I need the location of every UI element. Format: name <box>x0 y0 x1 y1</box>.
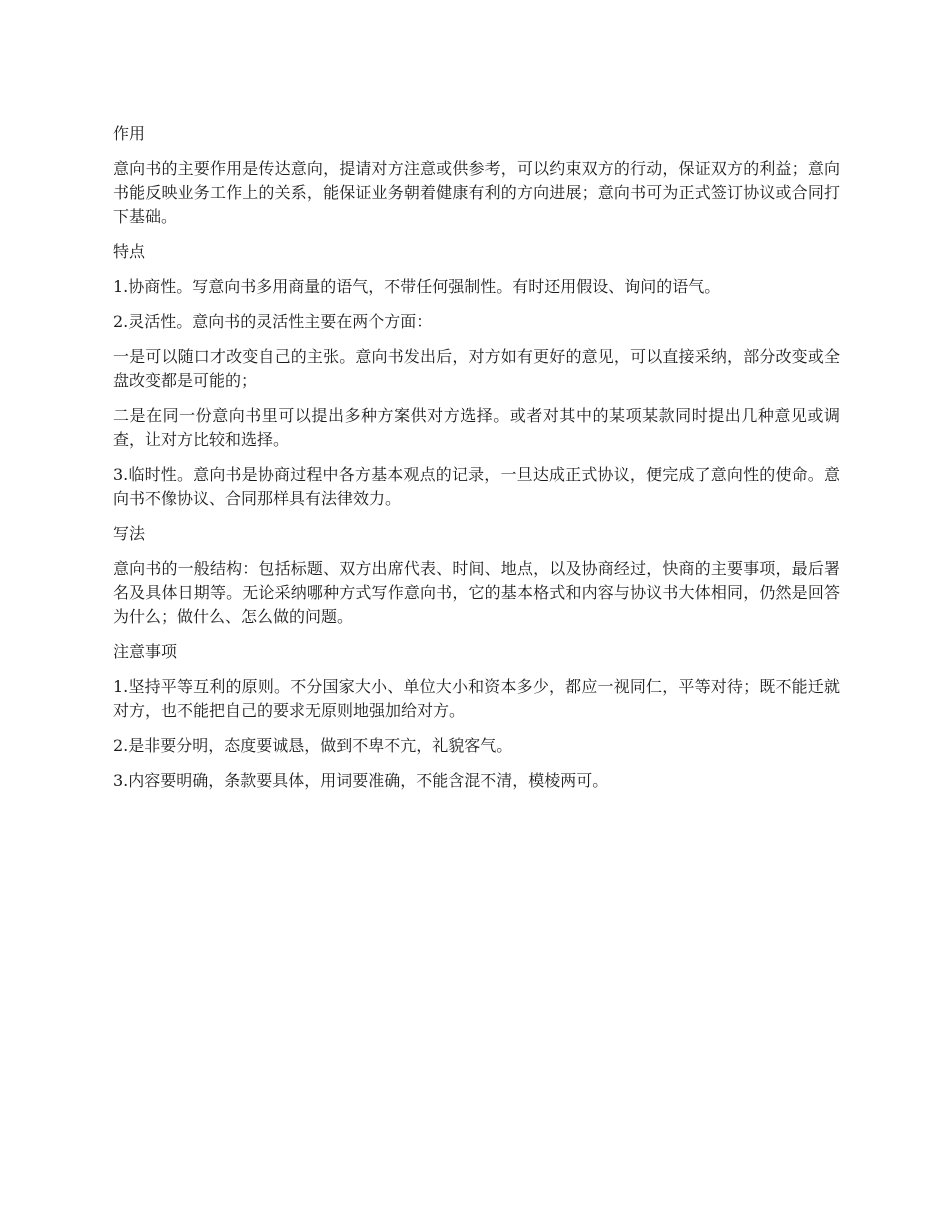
document-page <box>113 122 840 804</box>
paragraph: 3.临时性。意向书是协商过程中各方基本观点的记录，一旦达成正式协议，便完成了意向性的使命。意向书不像协议、合同那样具有法律效力。 <box>113 465 840 508</box>
section-heading-writing: 写法 <box>113 524 146 543</box>
section-heading-notes: 注意事项 <box>113 642 178 661</box>
paragraph: 2.是非要分明，态度要诚恳，做到不卑不亢，礼貌客气。 <box>113 736 513 755</box>
paragraph: 二是在同一份意向书里可以提出多种方案供对方选择。或者对其中的某项某款同时提出几种意见或调查，让对方比较和选择。 <box>113 406 840 449</box>
paragraph: 意向书的一般结构：包括标题、双方出席代表、时间、地点，以及协商经过，快商的主要事项，最后署名及具体日期等。无论采纳哪种方式写作意向书，它的基本格式和内容与协议书大体相同，仍然是回答为什么；做什么、怎么做的问题。 <box>113 559 840 626</box>
section-heading-features: 特点 <box>113 242 146 261</box>
paragraph: 一是可以随口才改变自己的主张。意向书发出后，对方如有更好的意见，可以直接采纳，部分改变或全盘改变都是可能的； <box>113 347 840 390</box>
paragraph: 1.坚持平等互利的原则。不分国家大小、单位大小和资本多少，都应一视同仁，平等对待；既不能迁就对方，也不能把自己的要求无原则地强加给对方。 <box>113 677 840 720</box>
paragraph: 意向书的主要作用是传达意向，提请对方注意或供参考，可以约束双方的行动，保证双方的利益；意向书能反映业务工作上的关系，能保证业务朝着健康有利的方向进展；意向书可为正式签订协议或合同打下基础。 <box>113 159 840 226</box>
section-heading-function: 作用 <box>113 124 146 143</box>
paragraph: 2.灵活性。意向书的灵活性主要在两个方面： <box>113 312 433 331</box>
paragraph: 3.内容要明确，条款要具体，用词要准确，不能含混不清，模棱两可。 <box>113 771 609 790</box>
paragraph: 1.协商性。写意向书多用商量的语气，不带任何强制性。有时还用假设、询问的语气。 <box>113 277 721 296</box>
